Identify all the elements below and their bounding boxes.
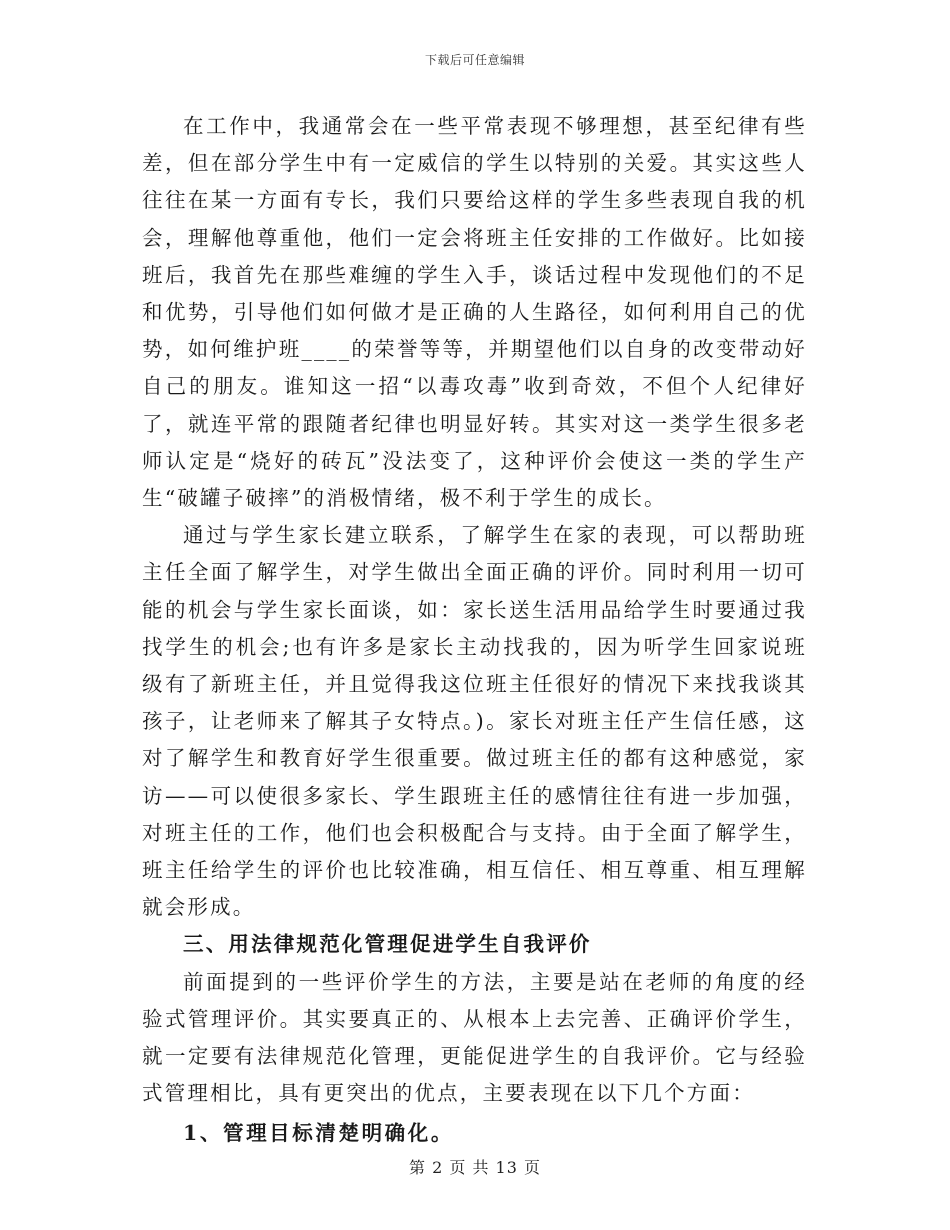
document-body bbox=[142, 108, 807, 1153]
page-number: 第 2 页 共 13 页 bbox=[409, 1158, 541, 1177]
paragraph-3: 前面提到的一些评价学生的方法，主要是站在老师的角度的经验式管理评价。其实要真正的、从根本上去完善、正确评价学生，就一定要有法律规范化管理，更能促进学生的自我评价。它与经验式管理相比，具有更突出的优点，主要表现在以下几个方面： bbox=[142, 969, 807, 1106]
paragraph-2: 通过与学生家长建立联系，了解学生在家的表现，可以帮助班主任全面了解学生，对学生做出全面正确的评价。同时利用一切可能的机会与学生家长面谈，如：家长送生活用品给学生时要通过我找学生的机会;也有许多是家长主动找我的，因为听学生回家说班级有了新班主任，并且觉得我这位班主任很好的情况下来找我谈其孩子，让老师来了解其子女特点。)。家长对班主任产生信任感，这对了解学生和教育好学生很重要。做过班主任的都有这种感觉，家访——可以使很多家长、学生跟班主任的感情往往有进一步加强，对班主任的工作，他们也会积极配合与支持。由于全面了解学生，班主任给学生的评价也比较准确，相互信任、相互尊重、相互理解就会形成。 bbox=[142, 523, 807, 920]
subheading-1: 1、管理目标清楚明确化。 bbox=[183, 1121, 454, 1146]
header-note: 下载后可任意编辑 bbox=[424, 53, 525, 67]
paragraph-1: 在工作中，我通常会在一些平常表现不够理想，甚至纪律有些差，但在部分学生中有一定威信的学生以特别的关爱。其实这些人往往在某一方面有专长，我们只要给这样的学生多些表现自我的机会，理解他尊重他，他们一定会将班主任安排的工作做好。比如接班后，我首先在那些难缠的学生入手，谈话过程中发现他们的不足和优势，引导他们如何做才是正确的人生路径，如何利用自己的优势，如何维护班____的荣誉等等，并期望他们以自身的改变带动好自己的朋友。谁知这一招“以毒攻毒”收到奇效，不但个人纪律好了，就连平常的跟随者纪律也明显好转。其实对这一类学生很多老师认定是“烧好的砖瓦”没法变了，这种评价会使这一类的学生产生“破罐子破摔”的消极情绪，极不利于学生的成长。 bbox=[142, 114, 807, 511]
section-heading-3: 三、用法律规范化管理促进学生自我评价 bbox=[183, 932, 592, 957]
